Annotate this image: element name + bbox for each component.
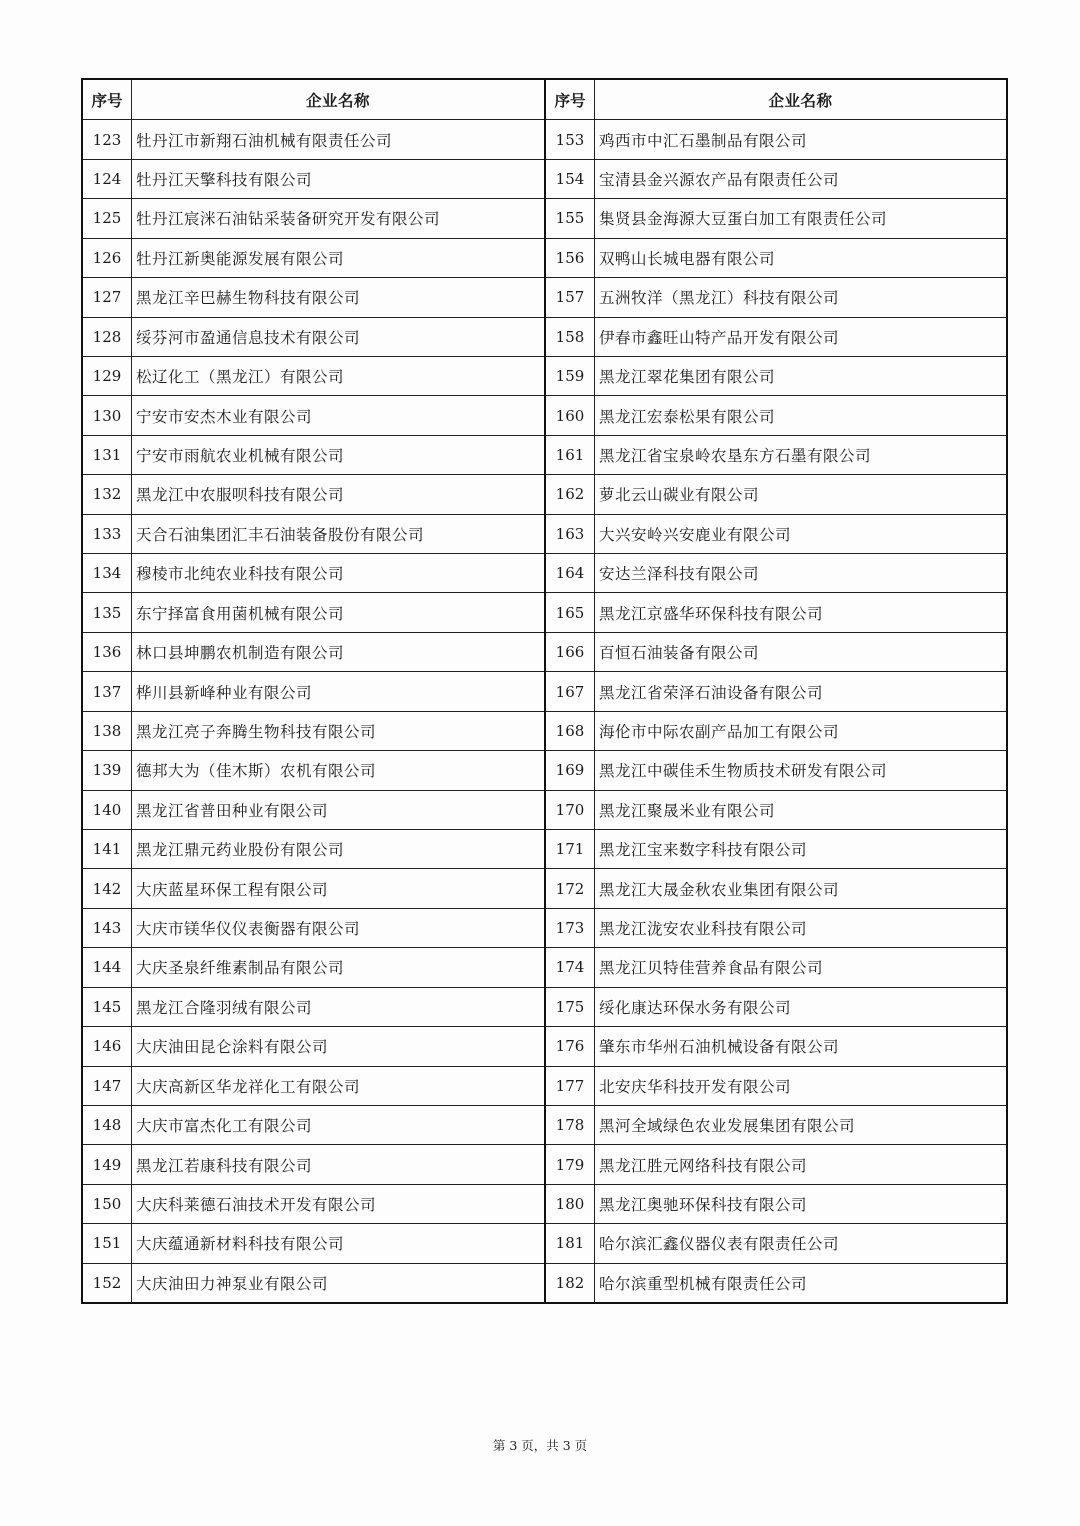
- table-row: [83, 238, 544, 277]
- serial-number-cell: 134: [83, 554, 132, 592]
- header-enterprise-name: 企业名称: [768, 90, 833, 110]
- table-row: [546, 711, 1006, 750]
- table-row: [83, 1105, 544, 1144]
- enterprise-name-cell: 德邦大为（佳木斯）农机有限公司: [136, 762, 377, 781]
- serial-number-cell: 139: [83, 751, 132, 789]
- enterprise-name-cell: 五洲牧洋（黑龙江）科技有限公司: [599, 289, 840, 308]
- enterprise-name-cell: 肇东市华州石油机械设备有限公司: [599, 1038, 840, 1057]
- table-row: [546, 238, 1006, 277]
- table-row: [546, 514, 1006, 553]
- table-row: [546, 987, 1006, 1026]
- enterprise-name-cell: 黑龙江省普田种业有限公司: [136, 801, 329, 820]
- table-row: [83, 277, 544, 316]
- serial-number-cell: 133: [83, 515, 132, 553]
- table-row: [83, 632, 544, 671]
- enterprise-name-cell: 牡丹江天擎科技有限公司: [136, 171, 313, 190]
- serial-number-cell: 125: [83, 199, 132, 237]
- table-row: [546, 1184, 1006, 1223]
- enterprise-name-cell: 黑龙江奥驰环保科技有限公司: [599, 1196, 808, 1214]
- serial-number-cell: 178: [546, 1106, 595, 1144]
- serial-number-cell: 142: [83, 869, 132, 907]
- enterprise-name-cell: 绥芬河市盈通信息技术有限公司: [136, 328, 361, 347]
- enterprise-name-cell: 北安庆华科技开发有限公司: [599, 1077, 792, 1096]
- serial-number-cell: 129: [83, 357, 132, 395]
- enterprise-table: [81, 78, 1008, 1304]
- enterprise-name-cell: 黑龙江合隆羽绒有限公司: [136, 998, 313, 1017]
- serial-number-cell: 158: [546, 318, 595, 356]
- enterprise-name-cell: 黑龙江省宝泉岭农垦东方石墨有限公司: [599, 446, 872, 465]
- enterprise-name-cell: 天合石油集团汇丰石油装备股份有限公司: [136, 525, 425, 544]
- table-row: [546, 119, 1006, 158]
- serial-number-cell: 161: [546, 436, 595, 474]
- serial-number-cell: 167: [546, 672, 595, 710]
- serial-number-cell: 149: [83, 1145, 132, 1183]
- enterprise-name-cell: 黑龙江宝来数字科技有限公司: [599, 841, 808, 860]
- table-row: [546, 395, 1006, 434]
- table-row: [83, 671, 544, 710]
- table-row: [83, 987, 544, 1026]
- serial-number-cell: 135: [83, 593, 132, 631]
- table-header-row: [546, 80, 1006, 119]
- serial-number-cell: 128: [83, 318, 132, 356]
- table-row: [83, 711, 544, 750]
- serial-number-cell: 143: [83, 909, 132, 947]
- serial-number-cell: 174: [546, 948, 595, 986]
- table-row: [546, 435, 1006, 474]
- enterprise-name-cell: 黑龙江中碳佳禾生物质技术研发有限公司: [599, 762, 888, 781]
- table-row: [83, 395, 544, 434]
- serial-number-cell: 154: [546, 160, 595, 198]
- serial-number-cell: 138: [83, 712, 132, 750]
- enterprise-name-cell: 黑龙江辛巴赫生物科技有限公司: [136, 289, 361, 308]
- table-left-half: [83, 80, 546, 1302]
- enterprise-name-cell: 黑龙江胜元网络科技有限公司: [599, 1156, 808, 1175]
- enterprise-name-cell: 绥化康达环保水务有限公司: [599, 998, 792, 1017]
- enterprise-name-cell: 大庆科莱德石油技术开发有限公司: [136, 1196, 377, 1214]
- table-row: [546, 317, 1006, 356]
- serial-number-cell: 173: [546, 909, 595, 947]
- header-serial-number: 序号: [546, 80, 595, 119]
- table-row: [546, 277, 1006, 316]
- serial-number-cell: 166: [546, 633, 595, 671]
- table-row: [546, 947, 1006, 986]
- enterprise-name-cell: 黑龙江宏泰松果有限公司: [599, 407, 776, 426]
- enterprise-name-cell: 黑龙江省荣泽石油设备有限公司: [599, 683, 824, 702]
- table-row: [83, 1223, 544, 1262]
- table-row: [83, 790, 544, 829]
- enterprise-name-cell: 黑龙江翠花集团有限公司: [599, 368, 776, 387]
- serial-number-cell: 145: [83, 988, 132, 1026]
- serial-number-cell: 175: [546, 988, 595, 1026]
- serial-number-cell: 159: [546, 357, 595, 395]
- serial-number-cell: 123: [83, 120, 132, 158]
- enterprise-name-cell: 牡丹江市新翔石油机械有限责任公司: [136, 131, 393, 150]
- enterprise-name-cell: 黑龙江中农服呗科技有限公司: [136, 486, 345, 505]
- enterprise-name-cell: 黑龙江若康科技有限公司: [136, 1156, 313, 1175]
- serial-number-cell: 177: [546, 1067, 595, 1105]
- table-row: [546, 750, 1006, 789]
- enterprise-name-cell: 松辽化工（黑龙江）有限公司: [136, 368, 345, 387]
- serial-number-cell: 176: [546, 1027, 595, 1065]
- table-row: [83, 356, 544, 395]
- page-number-footer: 第 3 页，共 3 页: [492, 1438, 588, 1453]
- serial-number-cell: 172: [546, 869, 595, 907]
- enterprise-name-cell: 大庆圣泉纤维素制品有限公司: [136, 959, 345, 978]
- table-row: [546, 159, 1006, 198]
- serial-number-cell: 152: [83, 1264, 132, 1302]
- enterprise-name-cell: 东宁择富食用菌机械有限公司: [136, 604, 345, 623]
- table-row: [546, 1144, 1006, 1183]
- enterprise-name-cell: 宁安市安杰木业有限公司: [136, 407, 313, 426]
- enterprise-name-cell: 双鸭山长城电器有限公司: [599, 249, 776, 268]
- enterprise-name-cell: 大庆油田力神泵业有限公司: [136, 1274, 329, 1293]
- enterprise-name-cell: 黑龙江亮子奔腾生物科技有限公司: [136, 722, 377, 741]
- serial-number-cell: 151: [83, 1224, 132, 1262]
- table-row: [546, 868, 1006, 907]
- table-row: [546, 198, 1006, 237]
- enterprise-name-cell: 穆棱市北纯农业科技有限公司: [136, 565, 345, 584]
- serial-number-cell: 126: [83, 239, 132, 277]
- serial-number-cell: 156: [546, 239, 595, 277]
- table-row: [546, 829, 1006, 868]
- enterprise-name-cell: 大庆高新区华龙祥化工有限公司: [136, 1077, 361, 1096]
- enterprise-name-cell: 黑龙江聚晟米业有限公司: [599, 801, 776, 820]
- table-row: [83, 474, 544, 513]
- header-serial-number: 序号: [83, 80, 132, 119]
- serial-number-cell: 171: [546, 830, 595, 868]
- enterprise-name-cell: 伊春市鑫旺山特产品开发有限公司: [599, 328, 840, 347]
- enterprise-name-cell: 黑龙江京盛华环保科技有限公司: [599, 604, 824, 623]
- enterprise-name-cell: 鸡西市中汇石墨制品有限公司: [599, 131, 808, 150]
- serial-number-cell: 140: [83, 791, 132, 829]
- enterprise-name-cell: 大庆蕴通新材料科技有限公司: [136, 1235, 345, 1254]
- serial-number-cell: 127: [83, 278, 132, 316]
- enterprise-name-cell: 大庆市富杰化工有限公司: [136, 1117, 313, 1136]
- serial-number-cell: 124: [83, 160, 132, 198]
- table-row: [83, 592, 544, 631]
- enterprise-name-cell: 海伦市中际农副产品加工有限公司: [599, 722, 840, 741]
- table-row: [83, 198, 544, 237]
- enterprise-name-cell: 牡丹江新奥能源发展有限公司: [136, 249, 345, 268]
- serial-number-cell: 144: [83, 948, 132, 986]
- table-row: [546, 632, 1006, 671]
- enterprise-name-cell: 哈尔滨重型机械有限责任公司: [599, 1274, 808, 1293]
- table-row: [83, 1026, 544, 1065]
- table-header-row: [83, 80, 544, 119]
- table-row: [83, 119, 544, 158]
- serial-number-cell: 155: [546, 199, 595, 237]
- serial-number-cell: 170: [546, 791, 595, 829]
- header-enterprise-name: 企业名称: [305, 90, 370, 110]
- enterprise-name-cell: 百恒石油装备有限公司: [599, 644, 760, 663]
- enterprise-name-cell: 宝清县金兴源农产品有限责任公司: [599, 171, 840, 190]
- table-right-half: [546, 80, 1006, 1302]
- enterprise-name-cell: 萝北云山碳业有限公司: [599, 486, 760, 505]
- enterprise-name-cell: 大庆蓝星环保工程有限公司: [136, 880, 329, 899]
- serial-number-cell: 146: [83, 1027, 132, 1065]
- enterprise-name-cell: 牡丹江宸洣石油钻采装备研究开发有限公司: [136, 210, 441, 229]
- enterprise-name-cell: 哈尔滨汇鑫仪器仪表有限责任公司: [599, 1235, 840, 1254]
- serial-number-cell: 130: [83, 396, 132, 434]
- table-row: [83, 1184, 544, 1223]
- table-row: [83, 947, 544, 986]
- serial-number-cell: 179: [546, 1145, 595, 1183]
- table-row: [546, 1223, 1006, 1262]
- serial-number-cell: 132: [83, 475, 132, 513]
- enterprise-name-cell: 黑龙江贝特佳营养食品有限公司: [599, 959, 824, 978]
- table-row: [83, 159, 544, 198]
- table-row: [546, 474, 1006, 513]
- serial-number-cell: 150: [83, 1185, 132, 1223]
- table-row: [546, 1026, 1006, 1065]
- table-row: [546, 1105, 1006, 1144]
- enterprise-name-cell: 林口县坤鹏农机制造有限公司: [136, 644, 345, 663]
- enterprise-name-cell: 大兴安岭兴安鹿业有限公司: [599, 525, 792, 544]
- serial-number-cell: 153: [546, 120, 595, 158]
- serial-number-cell: 137: [83, 672, 132, 710]
- table-row: [546, 790, 1006, 829]
- enterprise-name-cell: 安达兰泽科技有限公司: [599, 565, 760, 584]
- table-row: [83, 435, 544, 474]
- table-row: [83, 868, 544, 907]
- table-row: [83, 750, 544, 789]
- serial-number-cell: 169: [546, 751, 595, 789]
- serial-number-cell: 136: [83, 633, 132, 671]
- table-row: [546, 1263, 1006, 1302]
- table-row: [546, 908, 1006, 947]
- enterprise-name-cell: 大庆市镁华仪仪表衡器有限公司: [136, 920, 361, 939]
- serial-number-cell: 180: [546, 1185, 595, 1223]
- table-row: [83, 1144, 544, 1183]
- serial-number-cell: 182: [546, 1264, 595, 1302]
- serial-number-cell: 147: [83, 1067, 132, 1105]
- enterprise-name-cell: 宁安市雨航农业机械有限公司: [136, 446, 345, 465]
- table-row: [83, 1066, 544, 1105]
- serial-number-cell: 157: [546, 278, 595, 316]
- table-row: [83, 317, 544, 356]
- serial-number-cell: 141: [83, 830, 132, 868]
- serial-number-cell: 163: [546, 515, 595, 553]
- table-row: [83, 514, 544, 553]
- serial-number-cell: 181: [546, 1224, 595, 1262]
- serial-number-cell: 160: [546, 396, 595, 434]
- enterprise-name-cell: 大庆油田昆仑涂料有限公司: [136, 1038, 329, 1057]
- enterprise-name-cell: 桦川县新峰种业有限公司: [136, 683, 313, 702]
- enterprise-name-cell: 黑龙江泷安农业科技有限公司: [599, 920, 808, 939]
- table-row: [546, 671, 1006, 710]
- enterprise-name-cell: 黑河全域绿色农业发展集团有限公司: [599, 1117, 856, 1136]
- table-row: [546, 592, 1006, 631]
- serial-number-cell: 148: [83, 1106, 132, 1144]
- table-row: [83, 1263, 544, 1302]
- enterprise-name-cell: 集贤县金海源大豆蛋白加工有限责任公司: [599, 210, 888, 229]
- serial-number-cell: 165: [546, 593, 595, 631]
- enterprise-name-cell: 黑龙江大晟金秋农业集团有限公司: [599, 880, 840, 899]
- serial-number-cell: 131: [83, 436, 132, 474]
- table-row: [546, 553, 1006, 592]
- table-row: [546, 356, 1006, 395]
- serial-number-cell: 168: [546, 712, 595, 750]
- table-row: [83, 829, 544, 868]
- enterprise-name-cell: 黑龙江鼎元药业股份有限公司: [136, 841, 345, 860]
- table-row: [83, 553, 544, 592]
- table-row: [546, 1066, 1006, 1105]
- serial-number-cell: 162: [546, 475, 595, 513]
- serial-number-cell: 164: [546, 554, 595, 592]
- table-row: [83, 908, 544, 947]
